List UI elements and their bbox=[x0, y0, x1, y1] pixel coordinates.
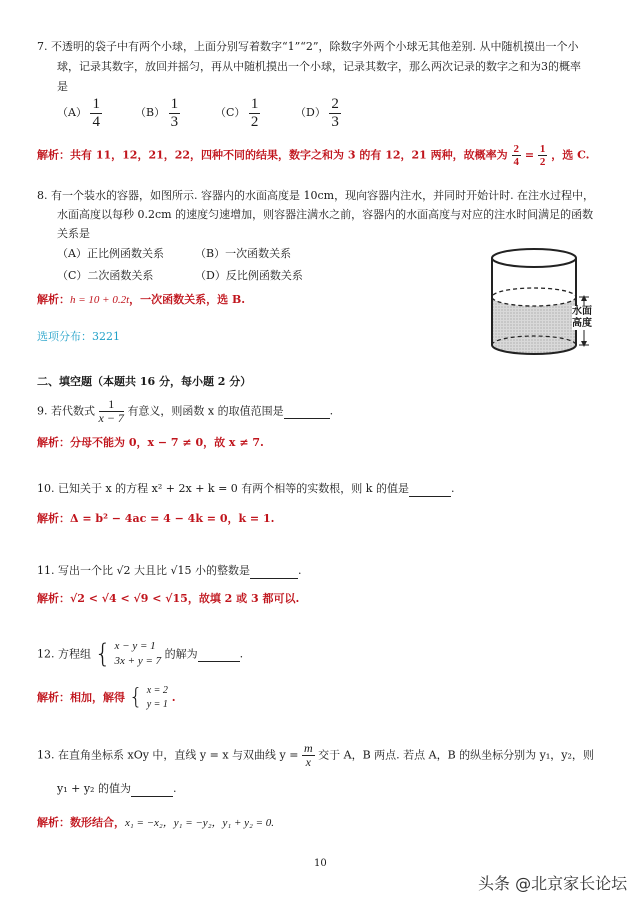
q9-text: 9. 若代数式 $\frac{1}{x - 7}$ 有意义，则函数 x 的取值范围是 . bbox=[37, 397, 334, 426]
fraction: $\frac{1}{x - 7}$ bbox=[98, 397, 124, 426]
answer-blank bbox=[409, 482, 451, 497]
q7-line3: 是 bbox=[57, 80, 68, 93]
arrow-head-down bbox=[581, 341, 587, 347]
answer-blank bbox=[284, 405, 330, 420]
option-distribution: 选项分布：3221 bbox=[37, 330, 120, 343]
q8-line1: 8. 有一个装水的容器，如图所示. 容器内的水面高度是 10cm，现向容器内注水，并同时开始计时. 在注水过程中， bbox=[37, 189, 595, 202]
q8-option-c: （C）二次函数关系 bbox=[57, 269, 154, 282]
q13-text: 13. 在直角坐标系 xOy 中，直线 y = x 与双曲线 y = $\frac{m}{x}$ 交于 A，B 两点. 若点 A，B 的纵坐标分别为 y₁，y₂，则 bbox=[37, 741, 594, 770]
q12-analysis: 解析：相加，解得 { x = 2 y = 1 . bbox=[37, 685, 176, 710]
watermark: 头条 @北京家长论坛 bbox=[478, 874, 628, 893]
water-surface bbox=[492, 288, 576, 306]
q8-option-b: （B）一次函数关系 bbox=[195, 247, 292, 260]
q8-line2: 水面高度以每秒 0.2cm 的速度匀速增加，则容器注满水之前，容器内的水面高度与对应的注水时间满足的函数 bbox=[57, 208, 594, 221]
q10-text: 10. 已知关于 x 的方程 x² + 2x + k = 0 有两个相等的实数根，则 k 的值是 . bbox=[37, 482, 455, 495]
option-label: （B） bbox=[135, 106, 166, 119]
q11-text: 11. 写出一个比 √2 大且比 √15 小的整数是 . bbox=[37, 564, 302, 577]
option-label: （A） bbox=[57, 106, 87, 119]
page-number: 10 bbox=[314, 858, 327, 869]
fraction: $\frac{2}{3}$ bbox=[331, 96, 339, 130]
q8-option-d: （D）反比例函数关系 bbox=[195, 269, 303, 282]
q13-line2: y₁ + y₂ 的值为 . bbox=[57, 782, 177, 795]
answer-blank bbox=[250, 564, 298, 579]
arrow-head-up bbox=[581, 295, 587, 301]
q10-analysis: 解析：Δ = b² − 4ac = 4 − 4k = 0，k = 1. bbox=[37, 512, 275, 525]
q11-analysis: 解析：√2 < √4 < √9 < √15，故填 2 或 3 都可以. bbox=[37, 592, 300, 605]
section-title: 二、填空题（本题共 16 分，每小题 2 分） bbox=[37, 375, 252, 388]
fraction: $\frac{2}{4}$ bbox=[513, 143, 519, 169]
fraction: $\frac{1}{3}$ bbox=[170, 96, 179, 130]
container-top bbox=[492, 249, 576, 267]
q9-analysis: 解析：分母不能为 0，x − 7 ≠ 0，故 x ≠ 7. bbox=[37, 436, 264, 449]
q13-analysis: 解析：数形结合，x₁ = −x₂，y₁ = −y₂，y₁ + y₂ = 0. bbox=[37, 816, 275, 829]
option-label: （C） bbox=[215, 106, 246, 119]
brace-icon: { bbox=[128, 685, 143, 710]
q7-option-a bbox=[57, 96, 102, 130]
fraction: $\frac{1}{4}$ bbox=[92, 96, 100, 130]
q7-option-b bbox=[135, 96, 180, 130]
answer-blank bbox=[131, 782, 173, 797]
q8-option-a: （A）正比例函数关系 bbox=[57, 247, 164, 260]
q7-option-c bbox=[215, 96, 260, 130]
q7-line2: 球，记录其数字，放回并摇匀，再从中随机摸出一个小球，记录其数字，那么两次记录的数字之和为3的概率 bbox=[57, 60, 581, 73]
q8-line3: 关系是 bbox=[57, 227, 90, 240]
option-label: （D） bbox=[295, 106, 326, 119]
cylinder-figure bbox=[480, 240, 610, 370]
q7-option-d bbox=[295, 96, 341, 130]
brace-icon: { bbox=[94, 639, 112, 669]
fraction: $\frac{m}{x}$ bbox=[303, 741, 313, 770]
fraction: $\frac{1}{2}$ bbox=[250, 96, 259, 130]
q7-analysis: 解析：共有 11，12，21，22，四种不同的结果，数字之和为 3 的有 12，21 两种，故概率为 $\frac{2}{4}$ = $\frac{1}{2}$ ，选 C. bbox=[37, 143, 590, 169]
q8-analysis: 解析：h = 10 + 0.2t，一次函数关系，选 B. bbox=[37, 293, 246, 306]
solution-system: x = 2 y = 1 bbox=[146, 685, 168, 710]
q7-line1: 7. 不透明的袋子中有两个小球，上面分别写着数字“1”“2”，除数字外两个小球无其他差别. 从中随机摸出一个小 bbox=[37, 40, 579, 53]
equation-system: x − y = 1 3x + y = 7 bbox=[114, 640, 162, 668]
answer-blank bbox=[198, 647, 240, 662]
q12-text: 12. 方程组 { x − y = 1 3x + y = 7 的解为 . bbox=[37, 639, 244, 669]
fraction: $\frac{1}{2}$ bbox=[539, 143, 546, 169]
figure-label: 水面 高度 bbox=[572, 306, 592, 329]
